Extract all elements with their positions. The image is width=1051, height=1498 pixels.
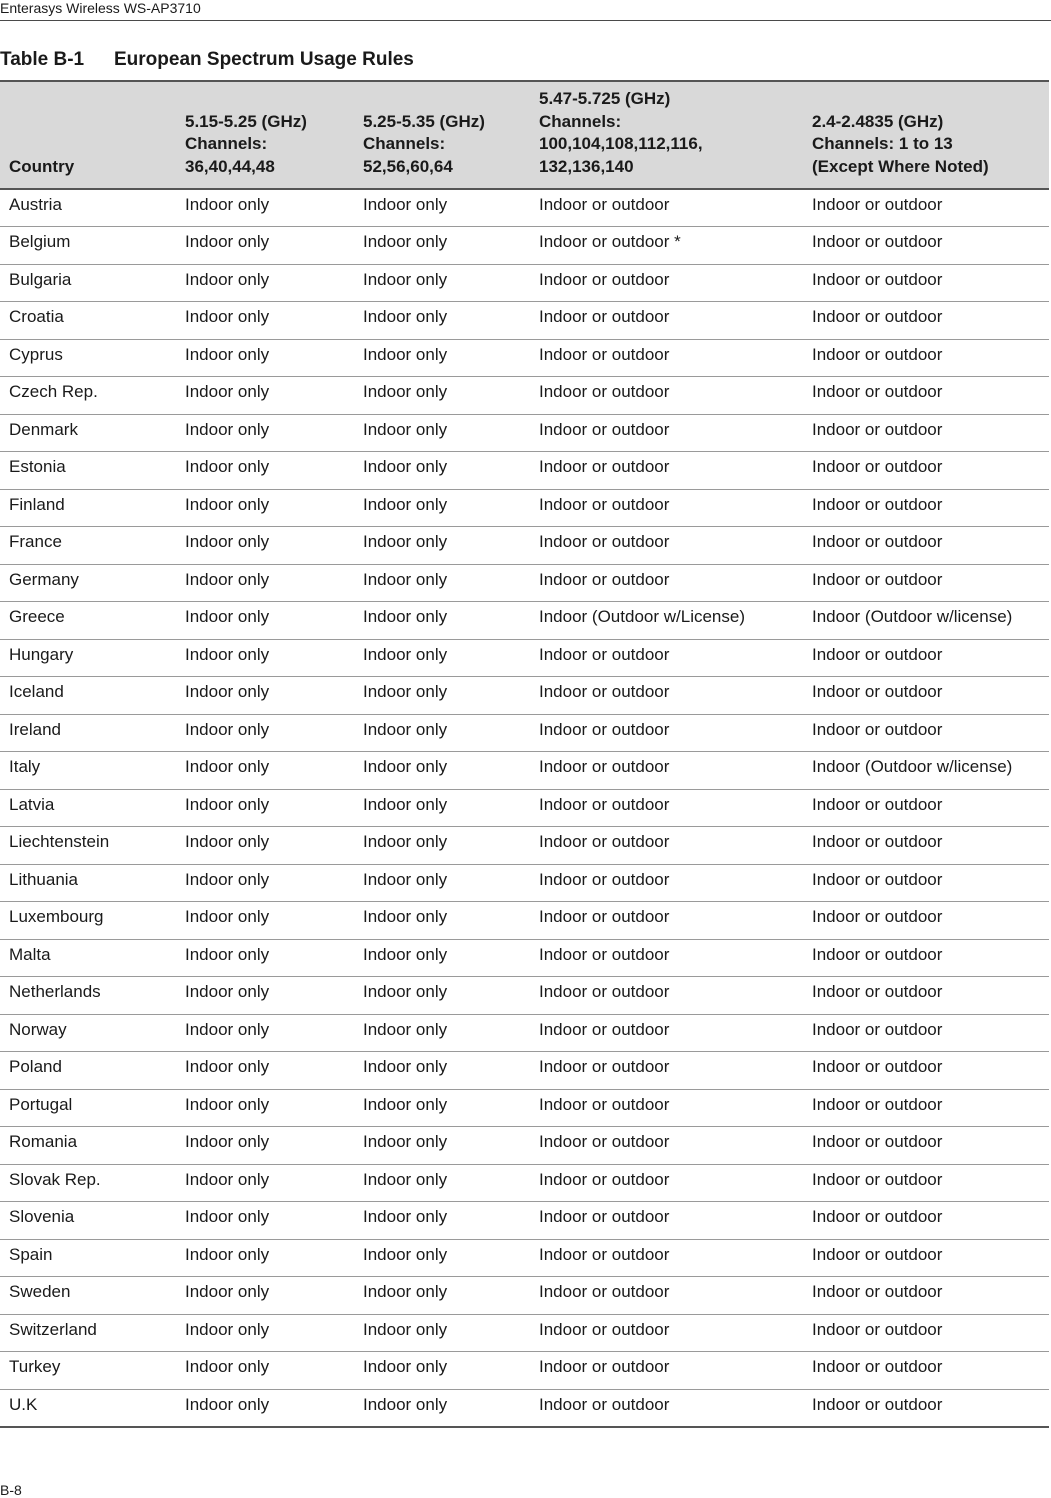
header-row — [0, 81, 1049, 189]
band-2400-2483-cell: Indoor or outdoor — [802, 1314, 1049, 1352]
table-row — [0, 1202, 1049, 1240]
band-2400-2483-cell: Indoor or outdoor — [802, 939, 1049, 977]
column-header-country — [0, 81, 175, 189]
running-header-title: Enterasys Wireless WS-AP3710 — [0, 0, 201, 16]
column-header-line: 2.4-2.4835 (GHz) — [812, 111, 944, 131]
band-5150-5250-cell: Indoor only — [175, 227, 353, 265]
band-2400-2483-cell: Indoor or outdoor — [802, 1014, 1049, 1052]
band-5150-5250-cell: Indoor only — [175, 264, 353, 302]
band-2400-2483-cell: Indoor or outdoor — [802, 789, 1049, 827]
band-5150-5250-cell: Indoor only — [175, 864, 353, 902]
band-5470-5725-cell: Indoor or outdoor — [529, 1052, 802, 1090]
band-5250-5350-cell: Indoor only — [353, 1352, 529, 1390]
band-5150-5250-cell: Indoor only — [175, 1052, 353, 1090]
band-5150-5250-cell: Indoor only — [175, 489, 353, 527]
band-5150-5250-cell: Indoor only — [175, 1202, 353, 1240]
band-5150-5250-cell: Indoor only — [175, 564, 353, 602]
spectrum-usage-table — [0, 80, 1049, 1428]
table-row — [0, 264, 1049, 302]
table-title: European Spectrum Usage Rules — [114, 49, 414, 70]
country-cell: Slovak Rep. — [0, 1164, 175, 1202]
table-row — [0, 902, 1049, 940]
country-cell: Portugal — [0, 1089, 175, 1127]
table-row — [0, 227, 1049, 265]
country-cell: Slovenia — [0, 1202, 175, 1240]
country-cell: Turkey — [0, 1352, 175, 1390]
band-5250-5350-cell: Indoor only — [353, 452, 529, 490]
table-row — [0, 1127, 1049, 1165]
band-5470-5725-cell: Indoor or outdoor — [529, 377, 802, 415]
band-5470-5725-cell: Indoor or outdoor — [529, 752, 802, 790]
band-5250-5350-cell: Indoor only — [353, 827, 529, 865]
band-5470-5725-cell: Indoor or outdoor — [529, 1352, 802, 1390]
country-cell: Latvia — [0, 789, 175, 827]
band-5470-5725-cell: Indoor or outdoor — [529, 977, 802, 1015]
band-5150-5250-cell: Indoor only — [175, 1014, 353, 1052]
band-5470-5725-cell: Indoor or outdoor — [529, 564, 802, 602]
country-cell: Croatia — [0, 302, 175, 340]
column-header-line: 5.47-5.725 (GHz) — [539, 89, 671, 108]
country-cell: Estonia — [0, 452, 175, 490]
country-cell: Denmark — [0, 414, 175, 452]
band-2400-2483-cell: Indoor or outdoor — [802, 977, 1049, 1015]
column-header-line: Channels: 1 to 13 — [812, 134, 953, 153]
band-2400-2483-cell: Indoor or outdoor — [802, 714, 1049, 752]
band-5150-5250-cell: Indoor only — [175, 1127, 353, 1165]
band-5150-5250-cell: Indoor only — [175, 602, 353, 640]
band-5150-5250-cell: Indoor only — [175, 789, 353, 827]
country-cell: Italy — [0, 752, 175, 790]
band-2400-2483-cell: Indoor or outdoor — [802, 339, 1049, 377]
band-5150-5250-cell: Indoor only — [175, 677, 353, 715]
country-cell: Poland — [0, 1052, 175, 1090]
band-5150-5250-cell: Indoor only — [175, 752, 353, 790]
table-row — [0, 714, 1049, 752]
band-5470-5725-cell: Indoor or outdoor — [529, 677, 802, 715]
country-cell: Switzerland — [0, 1314, 175, 1352]
table-row — [0, 189, 1049, 227]
country-cell: Hungary — [0, 639, 175, 677]
band-5470-5725-cell: Indoor or outdoor — [529, 414, 802, 452]
country-cell: Luxembourg — [0, 902, 175, 940]
band-5150-5250-cell: Indoor only — [175, 527, 353, 565]
table-row — [0, 977, 1049, 1015]
country-cell: Sweden — [0, 1277, 175, 1315]
table-number: Table B-1 — [0, 49, 85, 70]
band-5250-5350-cell: Indoor only — [353, 1389, 529, 1427]
country-cell: Romania — [0, 1127, 175, 1165]
band-5250-5350-cell: Indoor only — [353, 677, 529, 715]
band-5470-5725-cell: Indoor or outdoor — [529, 1239, 802, 1277]
country-cell: Finland — [0, 489, 175, 527]
band-2400-2483-cell: Indoor (Outdoor w/license) — [802, 752, 1049, 790]
table-row — [0, 1352, 1049, 1390]
band-5150-5250-cell: Indoor only — [175, 189, 353, 227]
band-5150-5250-cell: Indoor only — [175, 414, 353, 452]
band-5470-5725-cell: Indoor or outdoor — [529, 1389, 802, 1427]
band-5250-5350-cell: Indoor only — [353, 1314, 529, 1352]
band-5150-5250-cell: Indoor only — [175, 1239, 353, 1277]
table-header — [0, 81, 1049, 189]
band-5470-5725-cell: Indoor or outdoor — [529, 1089, 802, 1127]
band-5470-5725-cell: Indoor or outdoor — [529, 939, 802, 977]
band-5470-5725-cell: Indoor or outdoor — [529, 1127, 802, 1165]
band-5470-5725-cell: Indoor or outdoor — [529, 1014, 802, 1052]
band-5150-5250-cell: Indoor only — [175, 1164, 353, 1202]
band-5250-5350-cell: Indoor only — [353, 1014, 529, 1052]
band-5470-5725-cell: Indoor or outdoor — [529, 1277, 802, 1315]
band-5150-5250-cell: Indoor only — [175, 1089, 353, 1127]
country-cell: Spain — [0, 1239, 175, 1277]
band-5470-5725-cell: Indoor or outdoor — [529, 1202, 802, 1240]
table-row — [0, 1089, 1049, 1127]
band-2400-2483-cell: Indoor or outdoor — [802, 302, 1049, 340]
band-5250-5350-cell: Indoor only — [353, 564, 529, 602]
band-5470-5725-cell: Indoor or outdoor — [529, 339, 802, 377]
band-2400-2483-cell: Indoor or outdoor — [802, 1164, 1049, 1202]
band-2400-2483-cell: Indoor or outdoor — [802, 1389, 1049, 1427]
column-header-line: 132,136,140 — [539, 156, 634, 176]
band-5250-5350-cell: Indoor only — [353, 639, 529, 677]
band-2400-2483-cell: Indoor or outdoor — [802, 1089, 1049, 1127]
country-cell: Netherlands — [0, 977, 175, 1015]
band-2400-2483-cell: Indoor or outdoor — [802, 827, 1049, 865]
band-5250-5350-cell: Indoor only — [353, 1164, 529, 1202]
band-5250-5350-cell: Indoor only — [353, 527, 529, 565]
band-5250-5350-cell: Indoor only — [353, 902, 529, 940]
band-5250-5350-cell: Indoor only — [353, 302, 529, 340]
country-cell: Belgium — [0, 227, 175, 265]
band-5470-5725-cell: Indoor or outdoor — [529, 714, 802, 752]
band-5250-5350-cell: Indoor only — [353, 789, 529, 827]
band-5250-5350-cell: Indoor only — [353, 227, 529, 265]
band-2400-2483-cell: Indoor or outdoor — [802, 1052, 1049, 1090]
column-header-line: 52,56,60,64 — [363, 156, 453, 176]
column-header-line: (Except Where Noted) — [812, 156, 989, 176]
country-cell: Greece — [0, 602, 175, 640]
band-5470-5725-cell: Indoor or outdoor — [529, 264, 802, 302]
country-cell: U.K — [0, 1389, 175, 1427]
band-5150-5250-cell: Indoor only — [175, 302, 353, 340]
band-2400-2483-cell: Indoor or outdoor — [802, 1127, 1049, 1165]
page-number: B-8 — [0, 1482, 22, 1498]
band-2400-2483-cell: Indoor or outdoor — [802, 564, 1049, 602]
column-header-line: Channels: — [363, 134, 446, 153]
column-header-line: 5.15-5.25 (GHz) — [185, 111, 307, 131]
band-5470-5725-cell: Indoor or outdoor * — [529, 227, 802, 265]
band-5150-5250-cell: Indoor only — [175, 939, 353, 977]
country-cell: Germany — [0, 564, 175, 602]
band-2400-2483-cell: Indoor or outdoor — [802, 639, 1049, 677]
column-header-line: 36,40,44,48 — [185, 156, 275, 176]
band-5470-5725-cell: Indoor (Outdoor w/License) — [529, 602, 802, 640]
band-2400-2483-cell: Indoor (Outdoor w/license) — [802, 602, 1049, 640]
band-5250-5350-cell: Indoor only — [353, 1089, 529, 1127]
band-5470-5725-cell: Indoor or outdoor — [529, 902, 802, 940]
band-5470-5725-cell: Indoor or outdoor — [529, 827, 802, 865]
table-row — [0, 1389, 1049, 1427]
band-5150-5250-cell: Indoor only — [175, 827, 353, 865]
table-row — [0, 1014, 1049, 1052]
country-cell: Liechtenstein — [0, 827, 175, 865]
band-5250-5350-cell: Indoor only — [353, 752, 529, 790]
table-row — [0, 939, 1049, 977]
column-header-line: Channels: — [539, 111, 622, 131]
running-header — [0, 0, 1051, 21]
column-header-band-5250-5350 — [353, 81, 529, 189]
table-row — [0, 602, 1049, 640]
band-2400-2483-cell: Indoor or outdoor — [802, 864, 1049, 902]
band-5250-5350-cell: Indoor only — [353, 1202, 529, 1240]
table-row — [0, 1277, 1049, 1315]
band-2400-2483-cell: Indoor or outdoor — [802, 377, 1049, 415]
band-5250-5350-cell: Indoor only — [353, 1277, 529, 1315]
band-5250-5350-cell: Indoor only — [353, 939, 529, 977]
band-5470-5725-cell: Indoor or outdoor — [529, 527, 802, 565]
country-cell: Bulgaria — [0, 264, 175, 302]
country-cell: Ireland — [0, 714, 175, 752]
column-header-band-2400-2483 — [802, 81, 1049, 189]
band-5250-5350-cell: Indoor only — [353, 489, 529, 527]
table-row — [0, 864, 1049, 902]
band-5250-5350-cell: Indoor only — [353, 714, 529, 752]
band-5470-5725-cell: Indoor or outdoor — [529, 1164, 802, 1202]
band-5250-5350-cell: Indoor only — [353, 1127, 529, 1165]
band-5470-5725-cell: Indoor or outdoor — [529, 189, 802, 227]
band-5250-5350-cell: Indoor only — [353, 864, 529, 902]
band-2400-2483-cell: Indoor or outdoor — [802, 264, 1049, 302]
table-row — [0, 339, 1049, 377]
band-5470-5725-cell: Indoor or outdoor — [529, 1314, 802, 1352]
band-5250-5350-cell: Indoor only — [353, 189, 529, 227]
band-5250-5350-cell: Indoor only — [353, 339, 529, 377]
band-5250-5350-cell: Indoor only — [353, 1052, 529, 1090]
band-5470-5725-cell: Indoor or outdoor — [529, 302, 802, 340]
band-2400-2483-cell: Indoor or outdoor — [802, 1352, 1049, 1390]
band-5150-5250-cell: Indoor only — [175, 1352, 353, 1390]
column-header-line: Channels: — [185, 134, 268, 153]
band-5150-5250-cell: Indoor only — [175, 452, 353, 490]
table-row — [0, 639, 1049, 677]
band-2400-2483-cell: Indoor or outdoor — [802, 414, 1049, 452]
table-row — [0, 789, 1049, 827]
table-row — [0, 1164, 1049, 1202]
table-row — [0, 1239, 1049, 1277]
band-2400-2483-cell: Indoor or outdoor — [802, 527, 1049, 565]
band-5470-5725-cell: Indoor or outdoor — [529, 789, 802, 827]
table-caption — [0, 48, 414, 72]
band-5150-5250-cell: Indoor only — [175, 714, 353, 752]
band-5250-5350-cell: Indoor only — [353, 602, 529, 640]
table-row — [0, 677, 1049, 715]
table-row — [0, 527, 1049, 565]
band-2400-2483-cell: Indoor or outdoor — [802, 489, 1049, 527]
country-cell: Czech Rep. — [0, 377, 175, 415]
band-2400-2483-cell: Indoor or outdoor — [802, 902, 1049, 940]
band-5250-5350-cell: Indoor only — [353, 414, 529, 452]
band-5150-5250-cell: Indoor only — [175, 1314, 353, 1352]
band-5470-5725-cell: Indoor or outdoor — [529, 489, 802, 527]
table-row — [0, 414, 1049, 452]
column-header-line: 100,104,108,112,116, — [539, 134, 703, 153]
table-row — [0, 752, 1049, 790]
band-2400-2483-cell: Indoor or outdoor — [802, 452, 1049, 490]
country-cell: Norway — [0, 1014, 175, 1052]
band-2400-2483-cell: Indoor or outdoor — [802, 227, 1049, 265]
country-cell: Cyprus — [0, 339, 175, 377]
column-header-band-5470-5725 — [529, 81, 802, 189]
band-5250-5350-cell: Indoor only — [353, 264, 529, 302]
country-cell: Iceland — [0, 677, 175, 715]
band-5250-5350-cell: Indoor only — [353, 977, 529, 1015]
band-5150-5250-cell: Indoor only — [175, 377, 353, 415]
country-cell: Lithuania — [0, 864, 175, 902]
band-5150-5250-cell: Indoor only — [175, 902, 353, 940]
table-row — [0, 564, 1049, 602]
table-row — [0, 1052, 1049, 1090]
band-5470-5725-cell: Indoor or outdoor — [529, 452, 802, 490]
table-row — [0, 377, 1049, 415]
table-row — [0, 489, 1049, 527]
column-header-band-5150-5250 — [175, 81, 353, 189]
band-2400-2483-cell: Indoor or outdoor — [802, 189, 1049, 227]
country-cell: France — [0, 527, 175, 565]
table-body — [0, 189, 1049, 1427]
table-row — [0, 1314, 1049, 1352]
table-row — [0, 302, 1049, 340]
band-2400-2483-cell: Indoor or outdoor — [802, 1277, 1049, 1315]
band-5470-5725-cell: Indoor or outdoor — [529, 639, 802, 677]
band-2400-2483-cell: Indoor or outdoor — [802, 1239, 1049, 1277]
band-5150-5250-cell: Indoor only — [175, 1277, 353, 1315]
band-5470-5725-cell: Indoor or outdoor — [529, 864, 802, 902]
country-cell: Malta — [0, 939, 175, 977]
column-header-line: 5.25-5.35 (GHz) — [363, 111, 485, 131]
band-5150-5250-cell: Indoor only — [175, 339, 353, 377]
band-5250-5350-cell: Indoor only — [353, 1239, 529, 1277]
band-5150-5250-cell: Indoor only — [175, 977, 353, 1015]
band-5150-5250-cell: Indoor only — [175, 639, 353, 677]
band-2400-2483-cell: Indoor or outdoor — [802, 1202, 1049, 1240]
band-2400-2483-cell: Indoor or outdoor — [802, 677, 1049, 715]
table-row — [0, 452, 1049, 490]
table-row — [0, 827, 1049, 865]
column-header-line: Country — [9, 156, 75, 176]
band-5150-5250-cell: Indoor only — [175, 1389, 353, 1427]
country-cell: Austria — [0, 189, 175, 227]
band-5250-5350-cell: Indoor only — [353, 377, 529, 415]
